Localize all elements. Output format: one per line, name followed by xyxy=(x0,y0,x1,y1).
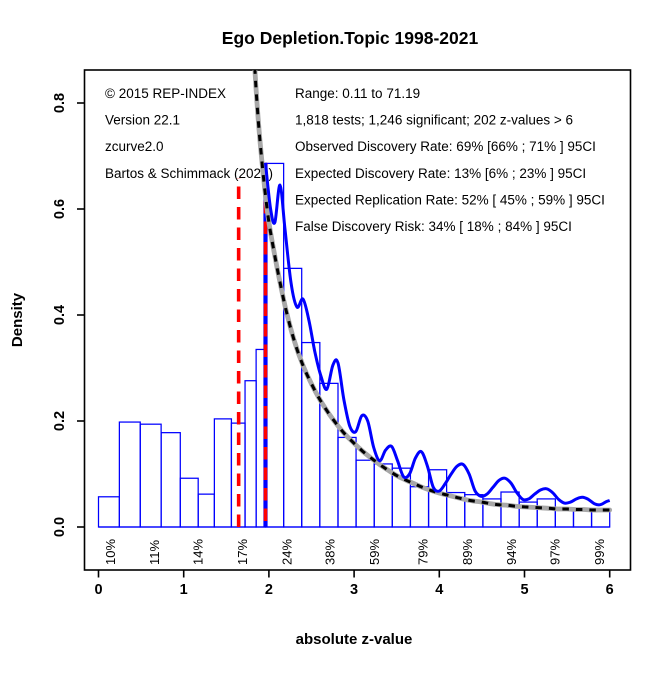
power-percent-label: 59% xyxy=(367,538,383,565)
annotation-left-line: zcurve2.0 xyxy=(105,139,164,155)
power-percent-label: 89% xyxy=(459,538,475,565)
fit-curve-gray xyxy=(252,0,610,510)
density-curve-blue xyxy=(266,163,610,505)
annotation-left-line: © 2015 REP-INDEX xyxy=(105,86,226,101)
power-percent-label: 97% xyxy=(547,538,563,565)
fit-curve-black-dotted xyxy=(252,0,610,510)
histogram-bar xyxy=(99,497,120,527)
annotation-right-line: Expected Discovery Rate: 13% [6% ; 23% ] 95CI xyxy=(295,165,587,181)
histogram-bar xyxy=(214,419,231,527)
histogram-bar xyxy=(245,381,256,527)
annotation-right-line: Observed Discovery Rate: 69% [66% ; 71% ] 95CI xyxy=(295,139,596,155)
plot-title: Ego Depletion.Topic 1998-2021 xyxy=(221,28,479,48)
power-percent-label: 10% xyxy=(102,538,118,565)
y-tick-label: 0.8 xyxy=(52,92,68,114)
y-tick-label: 0.2 xyxy=(52,410,68,432)
x-tick-label: 1 xyxy=(179,582,188,598)
histogram-bar xyxy=(161,433,180,527)
x-tick-label: 2 xyxy=(264,582,273,598)
histogram-bar xyxy=(119,422,140,527)
x-tick-label: 4 xyxy=(435,582,444,598)
annotation-right-line: 1,818 tests; 1,246 significant; 202 z-values > 6 xyxy=(295,112,574,128)
plot-canvas xyxy=(52,0,631,598)
histogram-bar xyxy=(198,494,214,527)
x-axis-label: absolute z-value xyxy=(295,631,413,648)
histogram-bar xyxy=(338,437,356,527)
histogram-bar xyxy=(537,499,555,527)
x-tick-label: 6 xyxy=(605,582,614,598)
histogram-bar xyxy=(140,424,161,527)
annotation-left-line: Version 22.1 xyxy=(105,112,181,128)
x-tick-label: 5 xyxy=(520,582,529,598)
y-tick-label: 0.6 xyxy=(52,198,68,220)
annotation-right-line: Expected Replication Rate: 52% [ 45% ; 59% ] 95CI xyxy=(295,192,605,208)
x-tick-label: 0 xyxy=(94,582,103,598)
histogram-bar xyxy=(180,478,198,527)
histogram-bar xyxy=(592,510,610,527)
histogram-bar xyxy=(410,487,428,527)
power-percent-label: 11% xyxy=(147,539,163,565)
annotation-right-line: Range: 0.11 to 71.19 xyxy=(295,86,421,101)
power-percent-label: 79% xyxy=(415,538,431,565)
y-axis-label: Density xyxy=(9,292,26,348)
power-percent-label: 14% xyxy=(190,538,206,565)
y-tick-label: 0.4 xyxy=(52,304,68,326)
power-percent-label: 94% xyxy=(504,538,520,565)
histogram-bar xyxy=(356,460,374,527)
annotation-right-line: False Discovery Risk: 34% [ 18% ; 84% ] 95CI xyxy=(295,219,572,234)
power-percent-label: 24% xyxy=(279,538,295,565)
y-tick-label: 0.0 xyxy=(52,516,68,538)
histogram-bar xyxy=(501,492,519,527)
annotation-left-line: Bartos & Schimmack (2021) xyxy=(105,165,274,181)
power-percent-label: 38% xyxy=(322,538,338,565)
x-tick-label: 3 xyxy=(350,582,359,598)
power-percent-label: 17% xyxy=(234,538,250,565)
power-percent-label: 99% xyxy=(591,538,607,565)
